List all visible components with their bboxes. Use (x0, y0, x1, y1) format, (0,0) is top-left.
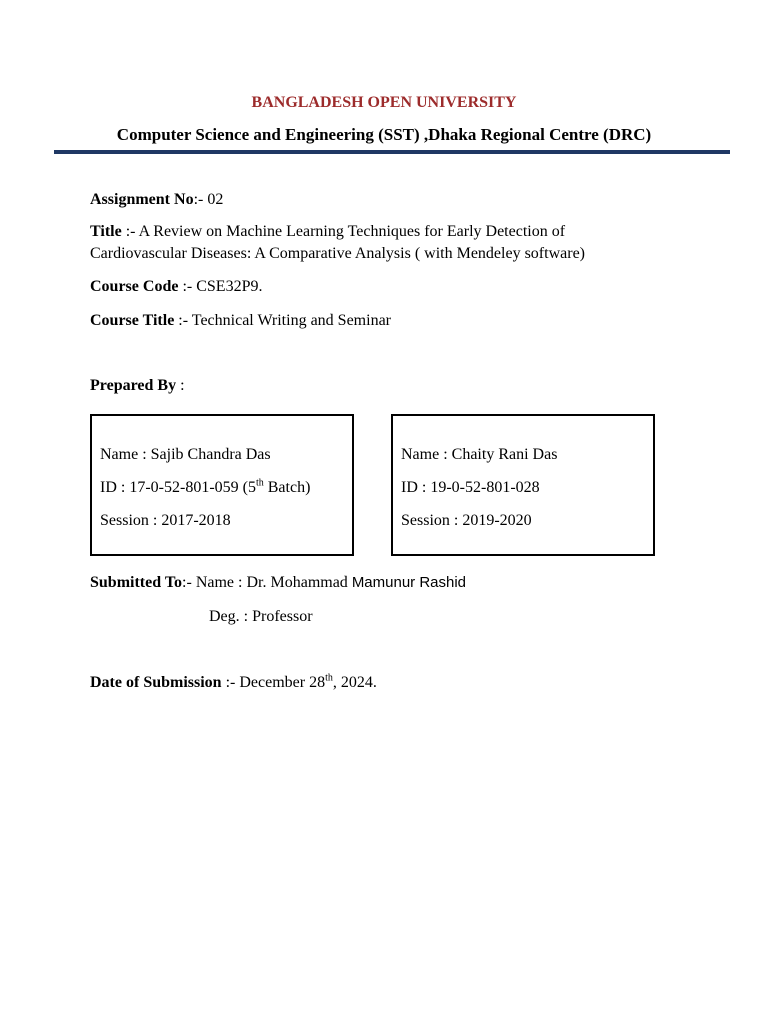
submission-date-sup: th (325, 672, 333, 684)
university-title: BANGLADESH OPEN UNIVERSITY (251, 94, 517, 111)
course-code-sep: :- (178, 278, 197, 295)
supervisor-name-first: Dr. Mohammad (246, 574, 352, 591)
course-title-label: Course Title (90, 312, 175, 329)
student-1-id: 17-0-52-801-059 (5 (129, 479, 256, 496)
assignment-row (90, 189, 223, 211)
submission-date-sep: :- (221, 674, 240, 691)
course-code-value: CSE32P9. (196, 278, 263, 295)
student-box-2 (391, 414, 655, 556)
title-line-1 (90, 221, 585, 243)
student-1-name-label: Name : (100, 446, 151, 463)
student-1-id-row (100, 477, 310, 499)
department-title: Computer Science and Engineering (SST) ,Dhaka Regional Centre (DRC) (116, 125, 652, 144)
student-1-name: Sajib Chandra Das (150, 446, 271, 463)
assignment-value: 02 (207, 191, 224, 208)
student-2-name: Chaity Rani Das (451, 446, 558, 463)
supervisor-degree-label: Deg. : (209, 608, 253, 625)
supervisor-degree-row (209, 606, 313, 628)
submission-date-label: Date of Submission (90, 674, 222, 691)
student-2-name-row (401, 444, 557, 466)
prepared-by-row (90, 375, 185, 397)
supervisor-degree: Professor (252, 608, 313, 625)
student-1-name-row (100, 444, 271, 466)
student-2-id: 19-0-52-801-028 (430, 479, 540, 496)
student-1-id-label: ID : (100, 479, 130, 496)
submitted-to-row (90, 572, 466, 594)
assignment-label: Assignment No (90, 191, 194, 208)
student-1-batch-sup: th (255, 477, 264, 489)
course-title-value: Technical Writing and Seminar (191, 312, 391, 329)
submission-date-row (90, 672, 377, 694)
student-2-session-row (401, 510, 532, 532)
student-1-session-label: Session : (100, 512, 162, 529)
title-sep: :- (121, 223, 139, 240)
course-code-row (90, 276, 262, 298)
student-2-id-label: ID : (401, 479, 431, 496)
student-2-name-label: Name : (401, 446, 452, 463)
course-title-row (90, 310, 391, 332)
title-label: Title (90, 223, 122, 240)
supervisor-name-last: Mamunur Rashid (351, 574, 467, 591)
submission-date-month-day: December 28 (239, 674, 326, 691)
course-code-label: Course Code (90, 278, 179, 295)
title-text-2: Cardiovascular Diseases: A Comparative Analysis ( with Mendeley software) (90, 245, 585, 262)
assignment-sep: :- (193, 191, 208, 208)
submitted-to-sep: :- (182, 574, 196, 591)
title-block (90, 221, 585, 265)
course-title-sep: :- (174, 312, 192, 329)
student-2-session: 2019-2020 (462, 512, 532, 529)
supervisor-name-label: Name : (195, 574, 247, 591)
prepared-by-label: Prepared By (90, 377, 177, 394)
header-rule (54, 150, 730, 154)
submitted-to-label: Submitted To (90, 574, 183, 591)
title-line-2 (90, 243, 585, 265)
student-1-session: 2017-2018 (161, 512, 231, 529)
student-2-id-row (401, 477, 540, 499)
student-1-batch-rest: Batch) (263, 479, 311, 496)
student-box-1 (90, 414, 354, 556)
student-1-session-row (100, 510, 231, 532)
submission-date-year: , 2024. (332, 674, 377, 691)
title-text-1: A Review on Machine Learning Techniques for Early Detection of (138, 223, 566, 240)
student-2-session-label: Session : (401, 512, 463, 529)
prepared-by-sep: : (176, 377, 185, 394)
